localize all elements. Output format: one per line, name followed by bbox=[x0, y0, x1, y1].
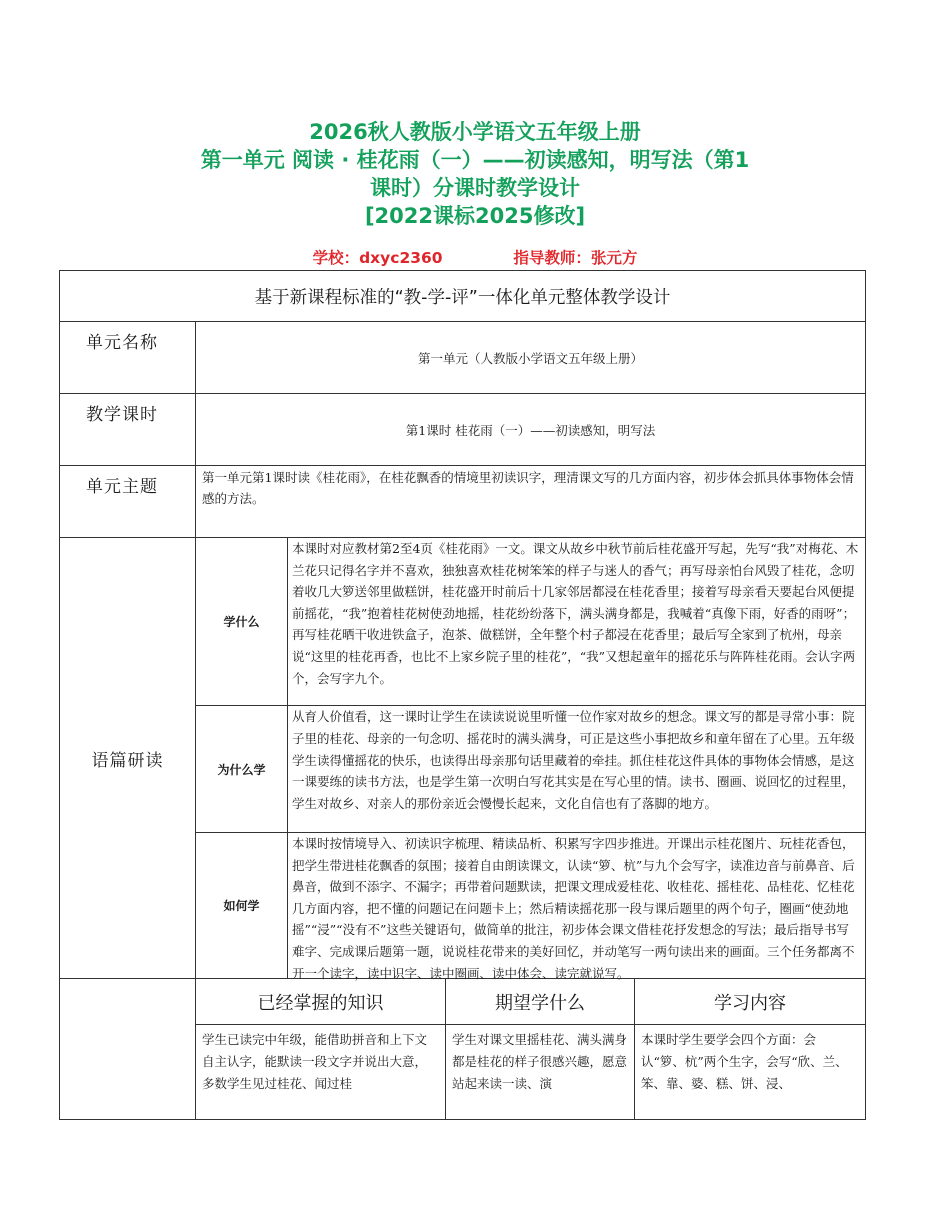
theme-value: 第一单元第1课时读《桂花雨》，在桂花飘香的情境里初读识字，理清课文写的几方面内容，初步体会抓具体事物体会情感的方法。 bbox=[202, 470, 854, 506]
title-line-1: 2026秋人教版小学语文五年级上册 bbox=[309, 120, 641, 144]
row-unit-name bbox=[60, 322, 865, 394]
table-header: 基于新课程标准的“教-学-评”一体化单元整体教学设计 bbox=[60, 271, 865, 322]
reading-what-label: 学什么 bbox=[196, 538, 288, 705]
knowledge-cell-expect: 学生对课文里摇桂花、满头满身都是桂花的样子很感兴趣，愿意站起来读一读、演 bbox=[446, 1025, 635, 1119]
knowledge-body bbox=[196, 1025, 865, 1119]
row-knowledge bbox=[60, 979, 865, 1119]
lesson-value: 第1课时 桂花雨（一）——初读感知，明写法 bbox=[405, 422, 656, 438]
theme-label: 单元主题 bbox=[60, 466, 196, 537]
unit-name-label: 单元名称 bbox=[60, 322, 196, 393]
knowledge-label-empty bbox=[60, 979, 196, 1119]
reading-why-text: 从育人价值看，这一课时让学生在读读说说里听懂一位作家对故乡的想念。课文写的都是寻常小事：院子里的桂花、母亲的一句念叨、摇花时的满头满身，可正是这些小事把故乡和童年留在了心里。五年级学生读得懂摇花的快乐，也读得出母亲那句话里藏着的牵挂。抓住桂花这件具体的事物体会情感，是这一课要练的读书方法，也是学生第一次明白写花其实是在写心里的情。读书、圈画、说回忆的过程里，学生对故乡、对亲人的那份亲近会慢慢长起来，文化自信也有了落脚的地方。 bbox=[292, 709, 855, 811]
knowledge-cell-content: 本课时学生要学会四个方面：会认“箩、杭”两个生字，会写“欣、兰、笨、靠、婆、糕、饼、浸、 bbox=[641, 1032, 848, 1091]
lesson-label: 教学课时 bbox=[60, 394, 196, 465]
row-reading bbox=[60, 538, 865, 979]
reading-how-text: 本课时按情境导入、初读识字梳理、精读品析、积累写字四步推进。开课出示桂花图片、玩桂花香包，把学生带进桂花飘香的氛围；接着自由朗读课文，认读“箩、杭”与九个会写字，读准边音与前鼻音、后鼻音，做到不添字、不漏字；再带着问题默读，把课文理成爱桂花、收桂花、摇桂花、品桂花、忆桂花几方面内容，把不懂的问题记在问题卡上；然后精读摇花那一段与课后题里的两个句子，圈画“使劲地摇”“浸”“没有不”这些关键语句，做简单的批注，初步体会课文借桂花抒发想念的写法；最后指导书写难字、完成课后题第一题，说说桂花带来的美好回忆，并动笔写一两句读出来的画面。三个任务都离不开一个读字，读中识字、读中圈画、读中体会、读完就说写。 bbox=[292, 836, 855, 981]
reading-how-row bbox=[196, 833, 865, 981]
document-title bbox=[0, 118, 950, 230]
knowledge-header-expect: 期望学什么 bbox=[446, 979, 635, 1024]
title-line-3: 课时）分课时教学设计 bbox=[370, 176, 580, 200]
knowledge-header-known: 已经掌握的知识 bbox=[196, 979, 446, 1024]
title-line-2: 第一单元 阅读 · 桂花雨（一）——初读感知，明写法（第1 bbox=[200, 148, 750, 172]
reading-how-label: 如何学 bbox=[196, 833, 288, 978]
reading-why-label: 为什么学 bbox=[196, 706, 288, 832]
row-lesson bbox=[60, 394, 865, 466]
title-line-4: [2022课标2025修改] bbox=[364, 204, 586, 228]
document-meta bbox=[0, 246, 950, 268]
school-label: 学校：dxyc2360 bbox=[312, 249, 443, 267]
knowledge-cell-known: 学生已读完中年级，能借助拼音和上下文自主认字，能默读一段文字并说出大意，多数学生见过桂花、闻过桂 bbox=[196, 1025, 446, 1119]
knowledge-headers bbox=[196, 979, 865, 1025]
reading-subtable bbox=[196, 538, 865, 981]
reading-what-text: 本课时对应教材第2至4页《桂花雨》一文。课文从故乡中秋节前后桂花盛开写起，先写“我”对梅花、木兰花只记得名字并不喜欢，独独喜欢桂花树笨笨的样子与迷人的香气；再写母亲怕台风毁了桂花，念叨着收几大箩送邻里做糕饼，桂花盛开时前后十几家邻居都浸在桂花香里；接着写母亲看天要起台风便提前摇花，“我”抱着桂花树使劲地摇，桂花纷纷落下，满头满身都是，我喊着“真像下雨，好香的雨呀”；再写桂花晒干收进铁盒子，泡茶、做糕饼，全年整个村子都浸在花香里；最后写全家到了杭州，母亲说“这里的桂花再香，也比不上家乡院子里的桂花”，“我”又想起童年的摇花乐与阵阵桂花雨。会认字两个，会写字九个。 bbox=[292, 541, 859, 686]
row-theme bbox=[60, 466, 865, 538]
unit-name-value: 第一单元（人教版小学语文五年级上册） bbox=[417, 350, 643, 366]
knowledge-subtable bbox=[196, 979, 865, 1119]
design-table bbox=[59, 270, 866, 1120]
reading-label: 语篇研读 bbox=[60, 538, 196, 978]
reading-why-row bbox=[196, 706, 865, 833]
teacher-label: 指导教师：张元方 bbox=[513, 249, 638, 267]
knowledge-header-content: 学习内容 bbox=[714, 992, 786, 1014]
reading-what-row bbox=[196, 538, 865, 706]
